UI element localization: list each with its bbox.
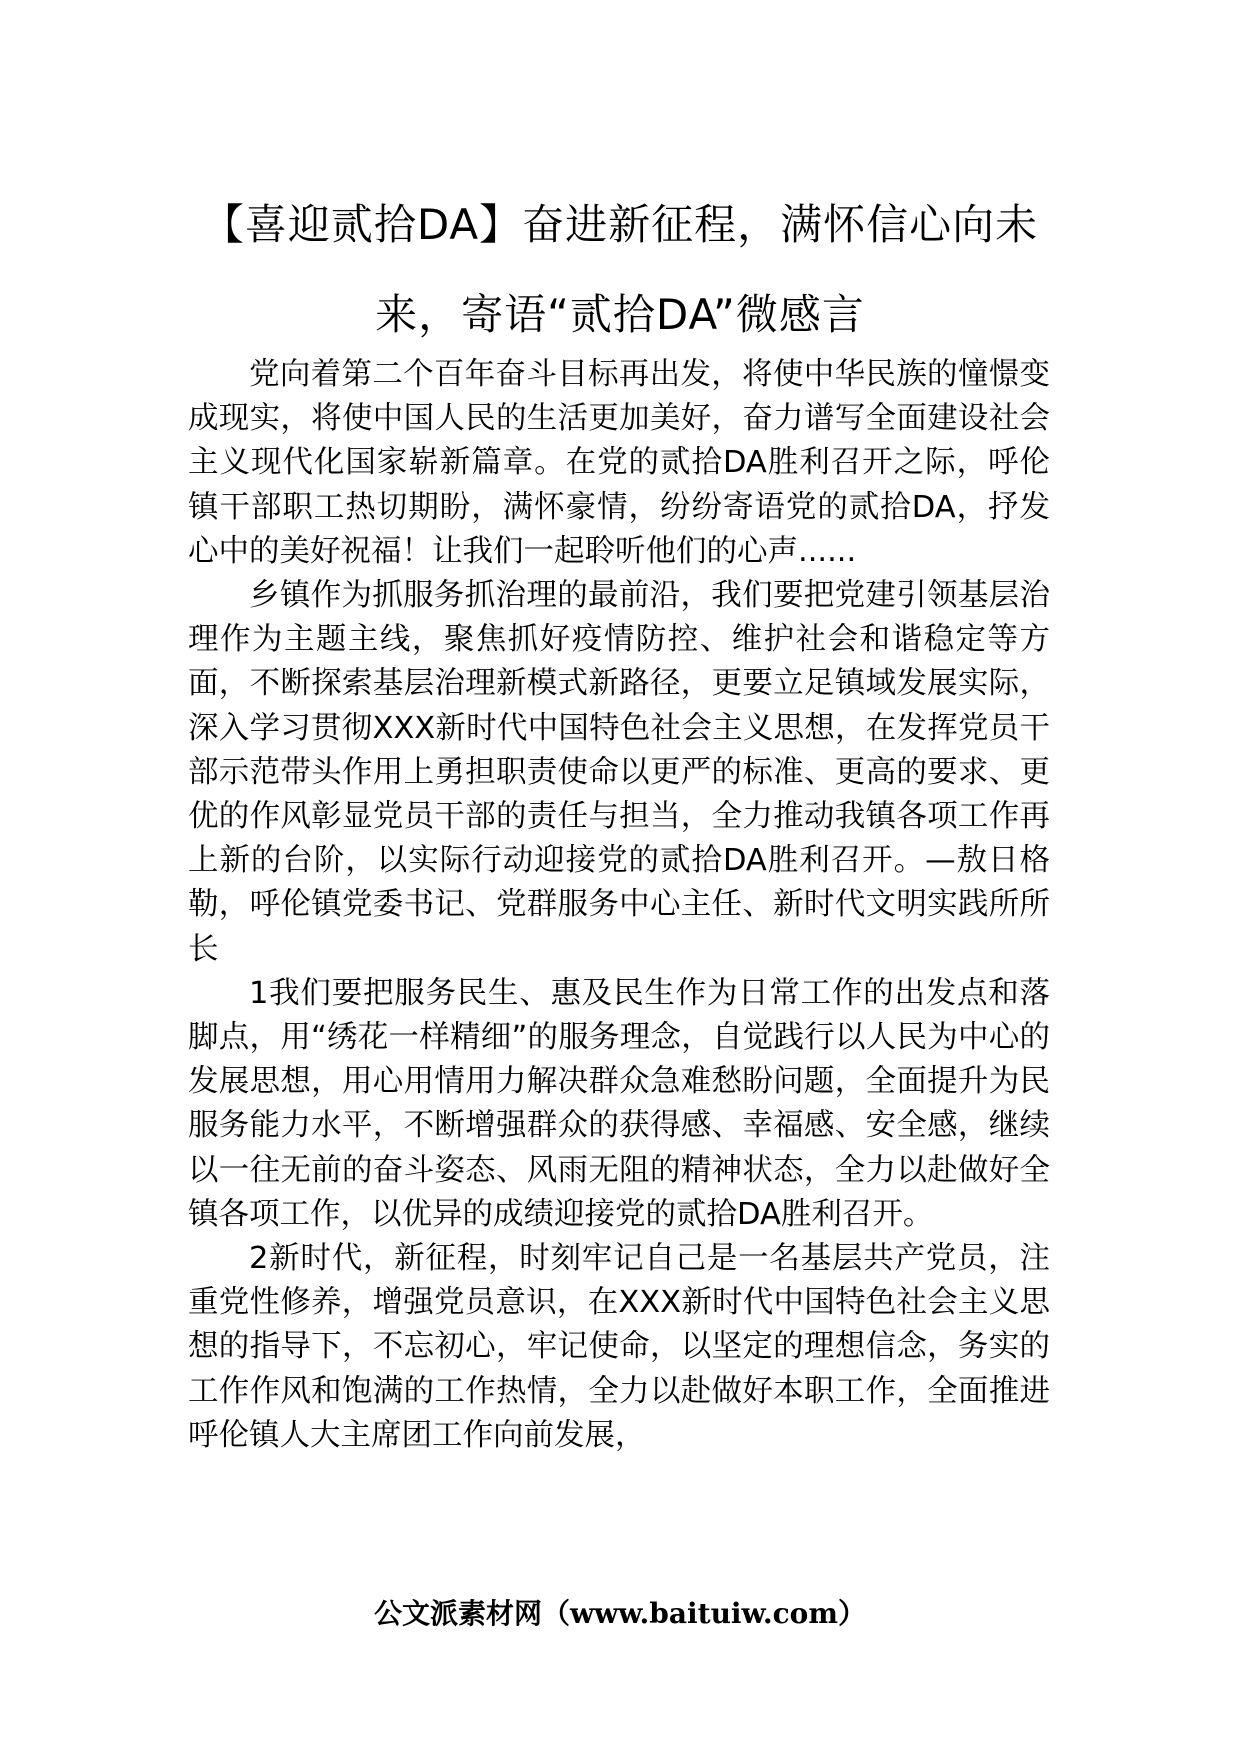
paragraph-intro: 党向着第二个百年奋斗目标再出发，将使中华民族的憧憬变成现实，将使中国人民的生活更加美好，奋力谱写全面建设社会主义现代化国家崭新篇章。在党的贰拾DA胜利召开之际，呼伦镇干部职工热切期盼，满怀豪情，纷纷寄语党的贰拾DA，抒发心中的美好祝福！让我们一起聆听他们的心声...... [188,357,1050,569]
paragraph-remark-1: 乡镇作为抓服务抓治理的最前沿，我们要把党建引领基层治理作为主题主线，聚焦抓好疫情防控、维护社会和谐稳定等方面，不断探索基层治理新模式新路径，更要立足镇域发展实际，深入学习贯彻XXX新时代中国特色社会主义思想，在发挥党员干部示范带头作用上勇担职责使命以更严的标准、更高的要求、更优的作风彰显党员干部的责任与担当，全力推动我镇各项工作再上新的台阶，以实际行动迎接党的贰拾DA胜利召开。—敖日格勒，呼伦镇党委书记、党群服务中心主任、新时代文明实践所所长 [188,578,1050,967]
paragraph-remark-3: 2新时代，新征程，时刻牢记自己是一名基层共产党员，注重党性修养，增强党员意识，在XXX新时代中国特色社会主义思想的指导下，不忘初心，牢记使命，以坚定的理想信念，务实的工作作风和饱满的工作热情，全力以赴做好本职工作，全面推进呼伦镇人大主席团工作向前发展， [188,1241,1050,1453]
document-title: 【喜迎贰拾DA】奋进新征程，满怀信心向未来，寄语“贰拾DA”微感言 [201,200,1039,339]
paragraph-remark-2: 1我们要把服务民生、惠及民生作为日常工作的出发点和落脚点，用“绣花一样精细”的服务理念，自觉践行以人民为中心的发展思想，用心用情用力解决群众急难愁盼问题，全面提升为民服务能力水平，不断增强群众的获得感、幸福感、安全感，继续以一往无前的奋斗姿态、风雨无阻的精神状态，全力以赴做好全镇各项工作，以优异的成绩迎接党的贰拾DA胜利召开。 [188,975,1050,1232]
page-footer: 公文派素材网（www.baituiw.com） [374,1597,866,1630]
document-body [188,353,1050,1458]
